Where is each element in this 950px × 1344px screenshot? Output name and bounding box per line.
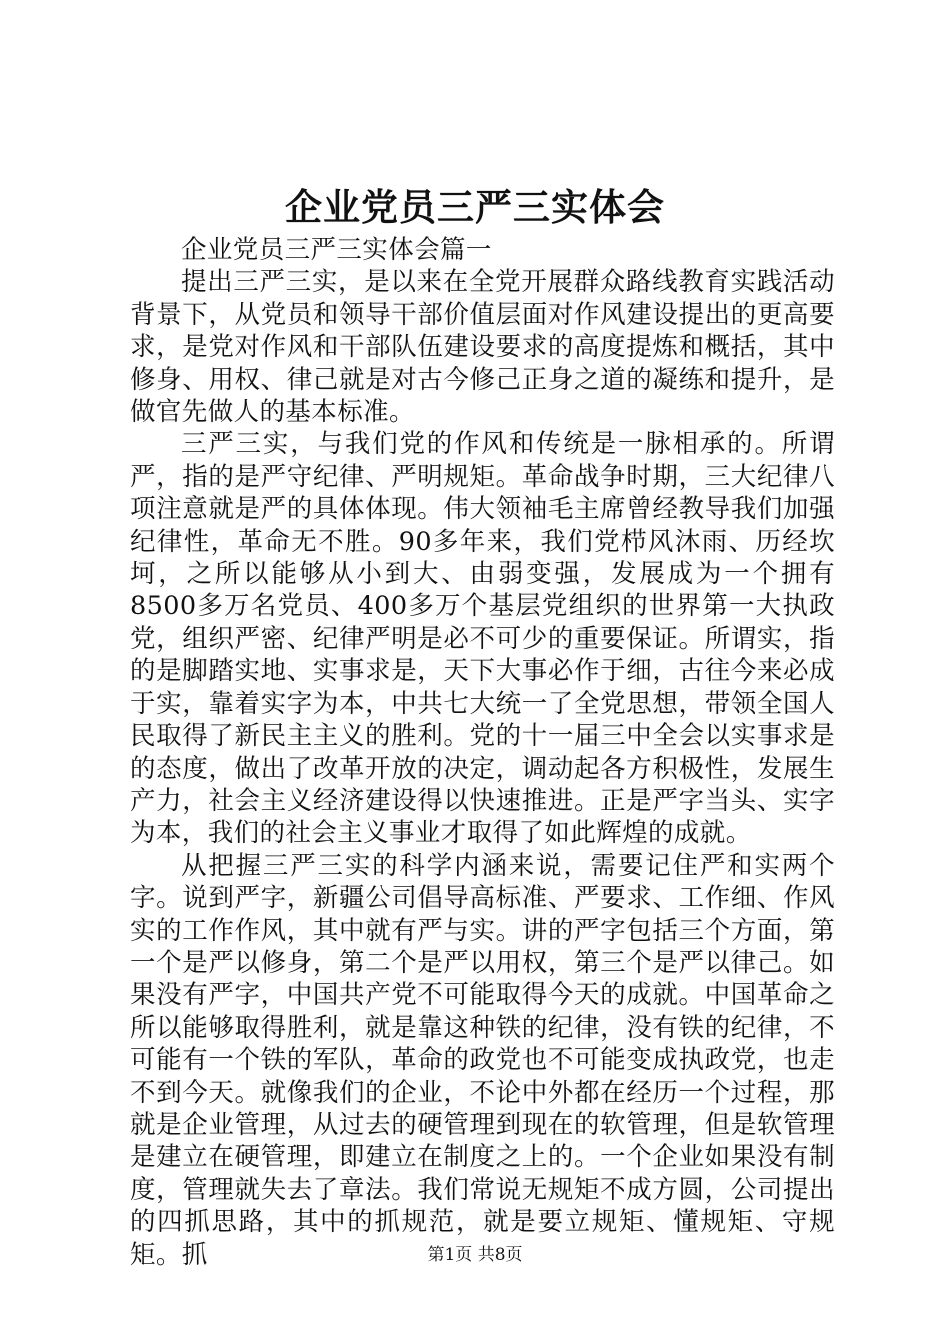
document-title: 企业党员三严三实体会 [285, 185, 665, 229]
page-footer: 第1页 共8页 [427, 1245, 523, 1265]
body-paragraph: 提出三严三实，是以来在全党开展群众路线教育实践活动背景下，从党员和领导干部价值层面对作风建设提出的更高要求，是党对作风和干部队伍建设要求的高度提炼和概括，其中修身、用权、律己就是对古今修己正身之道的凝练和提升，是做官先做人的基本标准。 [130, 267, 835, 428]
body-paragraph: 三严三实，与我们党的作风和传统是一脉相承的。所谓严，指的是严守纪律、严明规矩。革命战争时期，三大纪律八项注意就是严的具体体现。伟大领袖毛主席曾经教导我们加强纪律性，革命无不胜。90多年来，我们党栉风沐雨、历经坎坷，之所以能够从小到大、由弱变强，发展成为一个拥有8500多万名党员、400多万个基层党组织的世界第一大执政党，组织严密、纪律严明是必不可少的重要保证。所谓实，指的是脚踏实地、实事求是，天下大事必作于细，古往今来必成于实，靠着实字为本，中共七大统一了全党思想，带领全国人民取得了新民主主义的胜利。党的十一届三中全会以实事求是的态度，做出了改革开放的决定，调动起各方积极性，发展生产力，社会主义经济建设得以快速推进。正是严字当头、实字为本，我们的社会主义事业才取得了如此辉煌的成就。 [130, 429, 835, 849]
body-paragraph: 从把握三严三实的科学内涵来说，需要记住严和实两个字。说到严字，新疆公司倡导高标准、严要求、工作细、作风实的工作作风，其中就有严与实。讲的严字包括三个方面，第一个是严以修身，第二个是严以用权，第三个是严以律己。如果没有严字，中国共产党不可能取得今天的成就。中国革命之所以能够取得胜利，就是靠这种铁的纪律，没有铁的纪律，不可能有一个铁的军队，革命的政党也不可能变成执政党，也走不到今天。就像我们的企业，不论中外都在经历一个过程，那就是企业管理，从过去的硬管理到现在的软管理，但是软管理是建立在硬管理，即建立在制度之上的。一个企业如果没有制度，管理就失去了章法。我们常说无规矩不成方圆，公司提出的四抓思路，其中的抓规范，就是要立规矩、懂规矩、守规矩。抓 [130, 850, 835, 1270]
subtitle-paragraph: 企业党员三严三实体会篇一 [181, 235, 492, 265]
document-body [130, 234, 835, 1271]
